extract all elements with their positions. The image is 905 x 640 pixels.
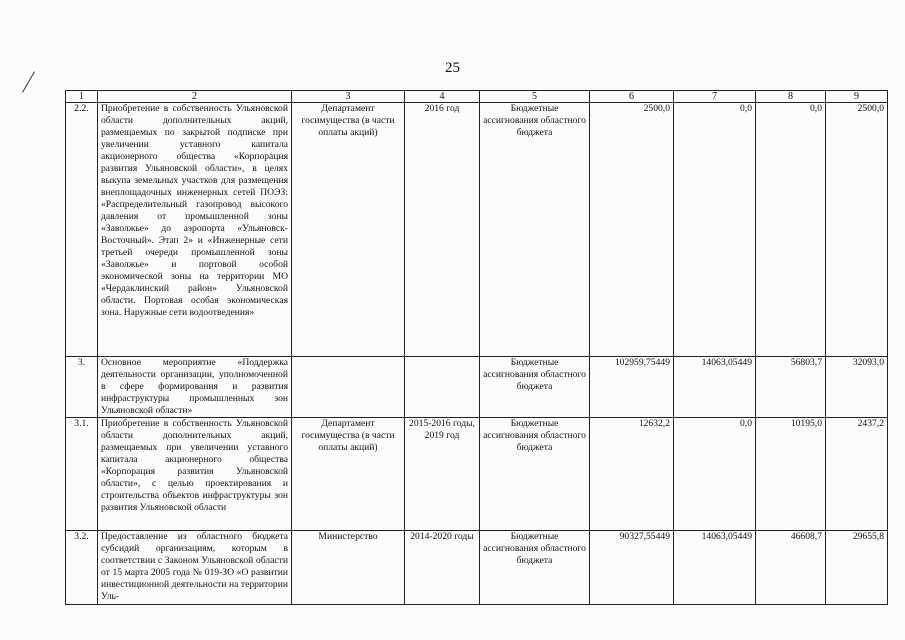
col-header-1: 1 xyxy=(66,91,98,103)
value-col-8: 46608,7 xyxy=(756,531,826,605)
col-header-3: 3 xyxy=(292,91,405,103)
value-col-6: 12632,2 xyxy=(590,418,674,531)
table-row xyxy=(66,418,888,531)
row-number: 3. xyxy=(66,357,98,418)
value-col-8: 0,0 xyxy=(756,103,826,357)
value-col-6: 2500,0 xyxy=(590,103,674,357)
activity-name: Приобретение в собственность Ульяновской области дополнительных акций, размещаемых при увеличении уставного капитала акционерного общества «Корпорация развития Ульяновской области», с целью проектирования и строительства объектов инфраструктуры зон развития Ульяновской области xyxy=(98,418,292,531)
page-number: 25 xyxy=(445,60,460,76)
funding-source: Бюджетные ассигнования областного бюджета xyxy=(480,418,590,531)
value-col-9: 32093,0 xyxy=(826,357,888,418)
funding-source: Бюджетные ассигнования областного бюджета xyxy=(480,531,590,605)
row-number: 3.2. xyxy=(66,531,98,605)
funding-source: Бюджетные ассигнования областного бюджета xyxy=(480,357,590,418)
executor: Министерство xyxy=(292,531,405,605)
column-header-row xyxy=(66,91,888,103)
col-header-5: 5 xyxy=(480,91,590,103)
budget-table xyxy=(65,90,888,605)
row-number: 3.1. xyxy=(66,418,98,531)
value-col-7: 0,0 xyxy=(674,103,756,357)
executor: Департамент госимущества (в части оплаты акций) xyxy=(292,103,405,357)
table-row xyxy=(66,103,888,357)
col-header-6: 6 xyxy=(590,91,674,103)
activity-name-text: Предоставление из областного бюджета субсидий организациям, которым в соответствии с Законом Ульяновской области от 15 марта 2005 года № 019-ЗО «О развитии инвестиционной деятельности на территории Уль- xyxy=(101,531,288,602)
activity-name xyxy=(98,531,292,605)
value-col-8: 56803,7 xyxy=(756,357,826,418)
col-header-4: 4 xyxy=(405,91,480,103)
col-header-8: 8 xyxy=(756,91,826,103)
value-col-9: 2437,2 xyxy=(826,418,888,531)
activity-name: Приобретение в собственность Ульяновской области дополнительных акций, размещаемых по закрытой подписке при увеличении уставного капитала акционерного общества «Корпорация развития Ульяновской области», в целях выкупа земельных участков для размещения внеплощадочных инженерных сетей ПОЭЗ: «Распределительный газопровод высокого давления от промышленной зоны «Заволжье» до аэропорта «Ульяновск-Восточный». Этап 2» и «Инженерные сети третьей очереди промышленной зоны «Заволжье» и портовой особой экономической зоны на территории МО «Чердаклинский район» Ульяновской области. Портовая особая экономическая зона. Наружные сети водоотведения» xyxy=(98,103,292,357)
period xyxy=(405,357,480,418)
value-col-7: 14063,05449 xyxy=(674,357,756,418)
executor: Департамент госимущества (в части оплаты акций) xyxy=(292,418,405,531)
value-col-7: 14063,05449 xyxy=(674,531,756,605)
executor xyxy=(292,357,405,418)
value-col-6: 102959,75449 xyxy=(590,357,674,418)
table-row xyxy=(66,531,888,605)
value-col-7: 0,0 xyxy=(674,418,756,531)
col-header-2: 2 xyxy=(98,91,292,103)
col-header-7: 7 xyxy=(674,91,756,103)
activity-name: Основное мероприятие «Поддержка деятельности организации, уполномоченной в сфере формирования и развития инфраструктуры промышленных зон Ульяновской области» xyxy=(98,357,292,418)
table-row xyxy=(66,357,888,418)
period: 2015-2016 годы, 2019 год xyxy=(405,418,480,531)
funding-source: Бюджетные ассигнования областного бюджета xyxy=(480,103,590,357)
value-col-8: 10195,0 xyxy=(756,418,826,531)
row-number: 2.2. xyxy=(66,103,98,357)
period: 2014-2020 годы xyxy=(405,531,480,605)
value-col-9: 2500,0 xyxy=(826,103,888,357)
period: 2016 год xyxy=(405,103,480,357)
col-header-9: 9 xyxy=(826,91,888,103)
value-col-6: 90327,55449 xyxy=(590,531,674,605)
value-col-9: 29655,8 xyxy=(826,531,888,605)
